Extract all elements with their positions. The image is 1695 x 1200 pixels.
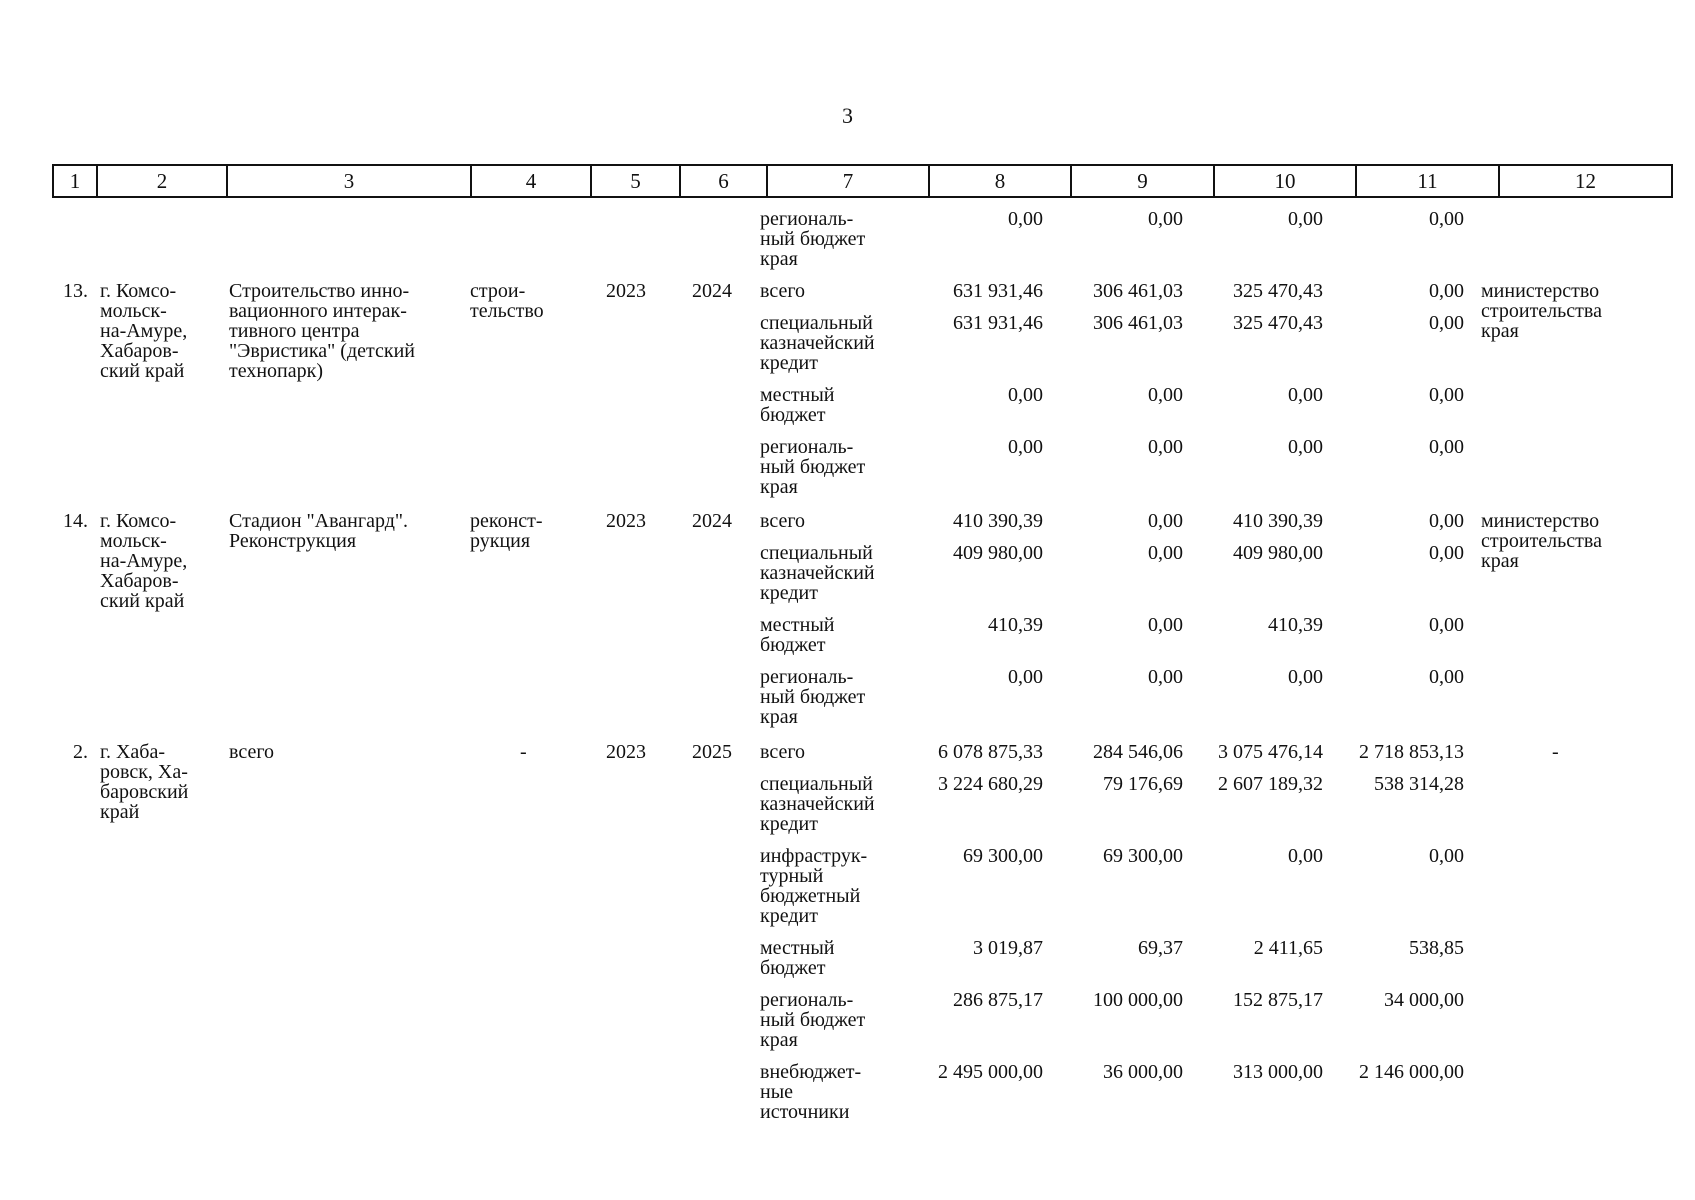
value-cell: 313 000,00: [1233, 1061, 1323, 1083]
funding-source: местный бюджет: [760, 937, 835, 979]
value-cell: 410 390,39: [953, 510, 1043, 532]
funding-source: региональ- ный бюджет края: [760, 208, 866, 270]
value-cell: 410,39: [1268, 614, 1323, 636]
value-cell: 2 495 000,00: [938, 1061, 1043, 1083]
row-number: 13.: [63, 280, 88, 302]
funding-source: региональ- ный бюджет края: [760, 989, 866, 1051]
funding-source: специальный казначейский кредит: [760, 312, 875, 374]
location: г. Комсо- мольск- на-Амуре, Хабаров- ский край: [100, 510, 188, 612]
value-cell: 0,00: [1429, 614, 1464, 636]
value-cell: 0,00: [1148, 436, 1183, 458]
value-cell: 0,00: [1008, 208, 1043, 230]
column-header: 3: [227, 165, 471, 197]
column-header: 7: [767, 165, 929, 197]
column-header: 11: [1356, 165, 1499, 197]
work-type: строи- тельство: [470, 280, 544, 322]
value-cell: 284 546,06: [1093, 741, 1183, 763]
funding-source: всего: [760, 741, 806, 763]
value-cell: 3 224 680,29: [938, 773, 1043, 795]
responsible: министерство строительства края: [1481, 510, 1602, 572]
end-year: 2024: [692, 280, 732, 302]
location: г. Хаба- ровск, Ха- баровский край: [100, 741, 189, 823]
value-cell: 36 000,00: [1103, 1061, 1183, 1083]
work-type: -: [520, 741, 527, 763]
value-cell: 69,37: [1138, 937, 1183, 959]
object-name: Стадион "Авангард". Реконструкция: [229, 510, 409, 552]
column-header: 5: [591, 165, 680, 197]
value-cell: 79 176,69: [1103, 773, 1183, 795]
value-cell: 409 980,00: [1233, 542, 1323, 564]
page-number: 3: [842, 103, 853, 128]
column-header: 10: [1214, 165, 1356, 197]
column-header: 8: [929, 165, 1071, 197]
value-cell: 69 300,00: [963, 845, 1043, 867]
value-cell: 2 411,65: [1253, 937, 1323, 959]
value-cell: 0,00: [1429, 666, 1464, 688]
value-cell: 0,00: [1429, 280, 1464, 302]
value-cell: 0,00: [1429, 510, 1464, 532]
start-year: 2023: [606, 280, 646, 302]
start-year: 2023: [606, 741, 646, 763]
value-cell: 34 000,00: [1384, 989, 1464, 1011]
value-cell: 0,00: [1429, 436, 1464, 458]
column-header: 9: [1071, 165, 1214, 197]
work-type: реконст- рукция: [470, 510, 543, 552]
funding-source: всего: [760, 280, 806, 302]
column-header: 2: [97, 165, 227, 197]
value-cell: 0,00: [1148, 510, 1183, 532]
column-header: 6: [680, 165, 767, 197]
column-header: 12: [1499, 165, 1672, 197]
value-cell: 631 931,46: [953, 280, 1043, 302]
funding-source: местный бюджет: [760, 614, 835, 656]
value-cell: 0,00: [1008, 436, 1043, 458]
value-cell: 0,00: [1288, 384, 1323, 406]
value-cell: 538 314,28: [1374, 773, 1464, 795]
column-header-row: [52, 164, 1673, 198]
value-cell: 631 931,46: [953, 312, 1043, 334]
value-cell: 2 718 853,13: [1359, 741, 1464, 763]
value-cell: 0,00: [1429, 384, 1464, 406]
value-cell: 0,00: [1429, 542, 1464, 564]
value-cell: 100 000,00: [1093, 989, 1183, 1011]
value-cell: 0,00: [1008, 384, 1043, 406]
funding-source: внебюджет- ные источники: [760, 1061, 862, 1123]
value-cell: 0,00: [1429, 208, 1464, 230]
value-cell: 286 875,17: [953, 989, 1043, 1011]
value-cell: 2 146 000,00: [1359, 1061, 1464, 1083]
start-year: 2023: [606, 510, 646, 532]
value-cell: 306 461,03: [1093, 280, 1183, 302]
funding-source: региональ- ный бюджет края: [760, 666, 866, 728]
funding-source: местный бюджет: [760, 384, 835, 426]
value-cell: 0,00: [1148, 208, 1183, 230]
object-name: Строительство инно- вационного интерак- тивного центра "Эвристика" (детский технопарк): [229, 280, 415, 382]
funding-source: специальный казначейский кредит: [760, 542, 875, 604]
value-cell: 0,00: [1288, 436, 1323, 458]
value-cell: 0,00: [1288, 666, 1323, 688]
value-cell: 0,00: [1148, 614, 1183, 636]
value-cell: 2 607 189,32: [1218, 773, 1323, 795]
value-cell: 0,00: [1288, 208, 1323, 230]
value-cell: 0,00: [1148, 384, 1183, 406]
value-cell: 6 078 875,33: [938, 741, 1043, 763]
responsible: -: [1552, 741, 1559, 763]
column-header: 1: [53, 165, 97, 197]
value-cell: 410 390,39: [1233, 510, 1323, 532]
funding-source: специальный казначейский кредит: [760, 773, 875, 835]
value-cell: 152 875,17: [1233, 989, 1323, 1011]
row-number: 14.: [63, 510, 88, 532]
value-cell: 3 075 476,14: [1218, 741, 1323, 763]
value-cell: 409 980,00: [953, 542, 1043, 564]
responsible: министерство строительства края: [1481, 280, 1602, 342]
value-cell: 0,00: [1148, 542, 1183, 564]
end-year: 2025: [692, 741, 732, 763]
value-cell: 0,00: [1148, 666, 1183, 688]
location: г. Комсо- мольск- на-Амуре, Хабаров- ский край: [100, 280, 188, 382]
value-cell: 0,00: [1288, 845, 1323, 867]
funding-source: инфраструк- турный бюджетный кредит: [760, 845, 868, 927]
value-cell: 410,39: [988, 614, 1043, 636]
object-name: всего: [229, 741, 275, 763]
value-cell: 69 300,00: [1103, 845, 1183, 867]
value-cell: 538,85: [1409, 937, 1464, 959]
value-cell: 0,00: [1008, 666, 1043, 688]
funding-source: всего: [760, 510, 806, 532]
value-cell: 306 461,03: [1093, 312, 1183, 334]
row-number: 2.: [73, 741, 88, 763]
funding-source: региональ- ный бюджет края: [760, 436, 866, 498]
value-cell: 3 019,87: [973, 937, 1043, 959]
value-cell: 0,00: [1429, 312, 1464, 334]
column-header: 4: [471, 165, 591, 197]
value-cell: 0,00: [1429, 845, 1464, 867]
end-year: 2024: [692, 510, 732, 532]
value-cell: 325 470,43: [1233, 312, 1323, 334]
value-cell: 325 470,43: [1233, 280, 1323, 302]
